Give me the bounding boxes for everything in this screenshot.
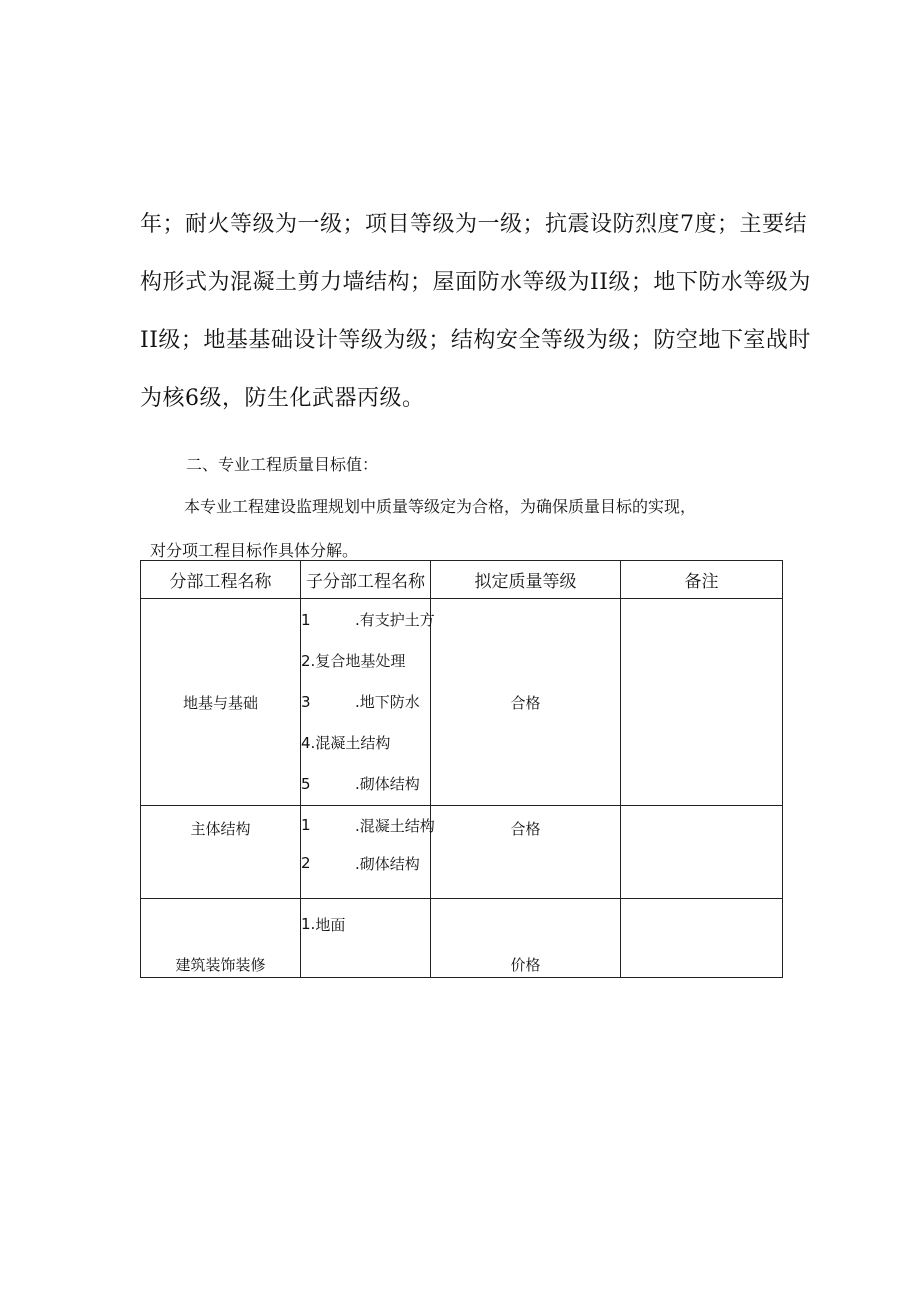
subdivision-item: 1 .有支护土方 xyxy=(301,610,435,629)
paragraph-line: 为核6级，防生化武器丙级。 xyxy=(140,386,425,411)
subdivision-list-cell xyxy=(301,599,435,806)
header-note: 备注 xyxy=(621,561,783,599)
division-name-cell: 主体结构 xyxy=(141,806,301,899)
note-cell xyxy=(621,806,783,899)
section-intro-line-2: 对分项工程目标作具体分解。 xyxy=(150,541,359,560)
header-division-name: 分部工程名称 xyxy=(141,561,301,599)
subdivision-item: 5 .砌体结构 xyxy=(301,774,420,793)
table-row xyxy=(141,599,783,806)
note-cell xyxy=(621,599,783,806)
subdivision-item: 1 .混凝土结构 xyxy=(301,816,435,835)
body-paragraph xyxy=(140,196,811,428)
paragraph-line: 年；耐火等级为一级；项目等级为一级；抗震设防烈度7度；主要结 xyxy=(140,212,807,237)
table-row xyxy=(141,806,783,899)
subdivision-list-cell xyxy=(301,806,435,899)
paragraph-line: 构形式为混凝土剪力墙结构；屋面防水等级为II级；地下防水等级为 xyxy=(140,270,811,295)
subdivision-list-cell xyxy=(301,899,431,978)
section-intro-line-1: 本专业工程建设监理规划中质量等级定为合格，为确保质量目标的实现， xyxy=(184,497,697,516)
division-name-cell: 地基与基础 xyxy=(141,599,301,806)
subdivision-item: 3 .地下防水 xyxy=(301,692,420,711)
paragraph-line: II级；地基基础设计等级为级；结构安全等级为级；防空地下室战时 xyxy=(140,328,811,353)
header-subdivision-name: 子分部工程名称 xyxy=(301,561,431,599)
section-heading: 二、专业工程质量目标值： xyxy=(186,455,379,474)
quality-grade-cell: 合格 xyxy=(431,806,621,899)
subdivision-item: 2. 复合地基处理 xyxy=(301,651,406,670)
subdivision-item: 2 .砌体结构 xyxy=(301,854,420,873)
quality-goal-table xyxy=(140,560,783,978)
quality-grade-cell: 合格 xyxy=(431,599,621,806)
quality-grade-cell: 价格 xyxy=(431,899,621,978)
table-header-row xyxy=(141,561,783,599)
subdivision-item: 1. 地面 xyxy=(301,915,346,934)
subdivision-item: 4. 混凝土结构 xyxy=(301,733,391,752)
table-row xyxy=(141,899,783,978)
header-quality-grade: 拟定质量等级 xyxy=(431,561,621,599)
division-name-cell: 建筑装饰装修 xyxy=(141,899,301,978)
note-cell xyxy=(621,899,783,978)
